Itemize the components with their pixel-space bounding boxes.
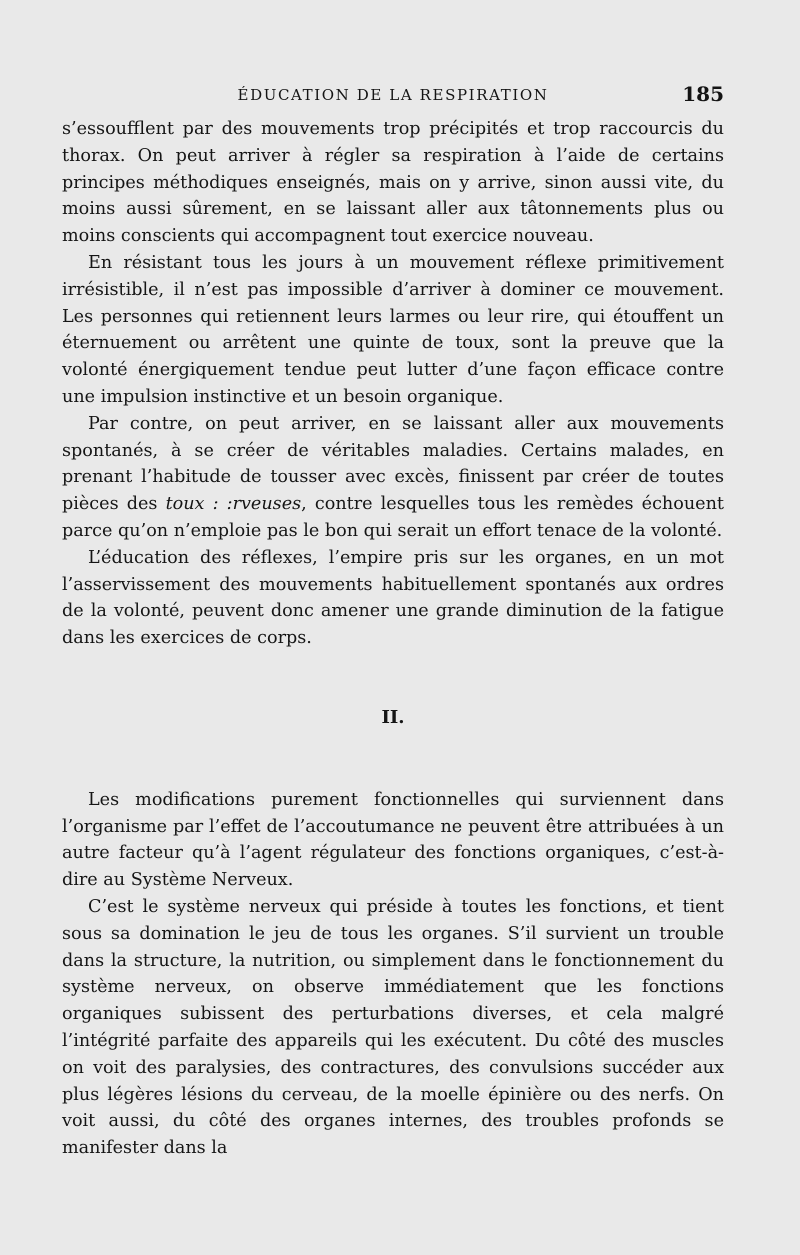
paragraph-1: s’essoufflent par des mouvements trop précipités et trop raccourcis du thorax. On peut arriver à régler sa respiration à l’aide de certains principes méthodiques enseignés, mais on y arrive, sinon aussi vite, du moins aussi sûrement, en se laissant aller aux tâtonnements plus ou moins conscients qui accompagnent tout exercice nouveau. [62, 119, 724, 247]
running-title: ÉDUCATION DE LA RESPIRATION [237, 86, 549, 104]
italic-term: toux : :rveuses [165, 494, 302, 515]
page-number: 185 [682, 82, 724, 106]
page-body [62, 116, 724, 1162]
section-heading: II. [381, 706, 405, 728]
running-header [62, 82, 724, 110]
paragraph-3-start: Par contre, on peut arriver, en se laissant aller aux mouvements spontanés, à se créer de véritables maladies. Certains malades, en prenant l’habitude de tousser avec excès, finissent par créer de toutes pièces des [62, 413, 724, 515]
paragraph-6: C’est le système nerveux qui préside à toutes les fonctions, et tient sous sa domination le jeu de tous les organes. S’il survient un trouble dans la structure, la nutrition, ou simplement dans le fonctionnement du système nerveux, on observe immédiatement que les fonctions organiques subissent des perturbations diverses, et cela malgré l’intégrité parfaite des appareils qui les exécutent. Du côté des muscles on voit des paralysies, des contractures, des convulsions succéder aux plus légères lésions du cerveau, de la moelle épinière ou des nerfs. On voit aussi, du côté des organes internes, des troubles profonds se manifester dans la [62, 896, 724, 1159]
paragraph-5: Les modifications purement fonctionnelles qui surviennent dans l’organisme par l’effet de l’accoutumance ne peuvent être attribuées à un autre facteur qu’à l’agent régulateur des fonctions organiques, c’est-à-dire au Système Nerveux. [62, 789, 724, 891]
paragraph-2: En résistant tous les jours à un mouvement réflexe primitivement irrésistible, il n’est pas impossible d’arriver à dominer ce mouvement. Les personnes qui retiennent leurs larmes ou leur rire, qui étouffent un éternuement ou arrêtent une quinte de toux, sont la preuve que la volonté énergiquement tendue peut lutter d’une façon efficace contre une impulsion instinctive et un besoin organique. [62, 252, 724, 407]
paragraph-3 [62, 411, 724, 545]
paragraph-4: L’éducation des réflexes, l’empire pris sur les organes, en un mot l’asservissement des mouvements habituellement spontanés aux ordres de la volonté, peuvent donc amener une grande diminution de la fatigue dans les exercices de corps. [62, 547, 724, 649]
paragraph-3-end: , contre lesquelles tous les remèdes échouent parce qu’on n’emploie pas le bon qui serait un effort tenace de la volonté. [62, 494, 724, 541]
